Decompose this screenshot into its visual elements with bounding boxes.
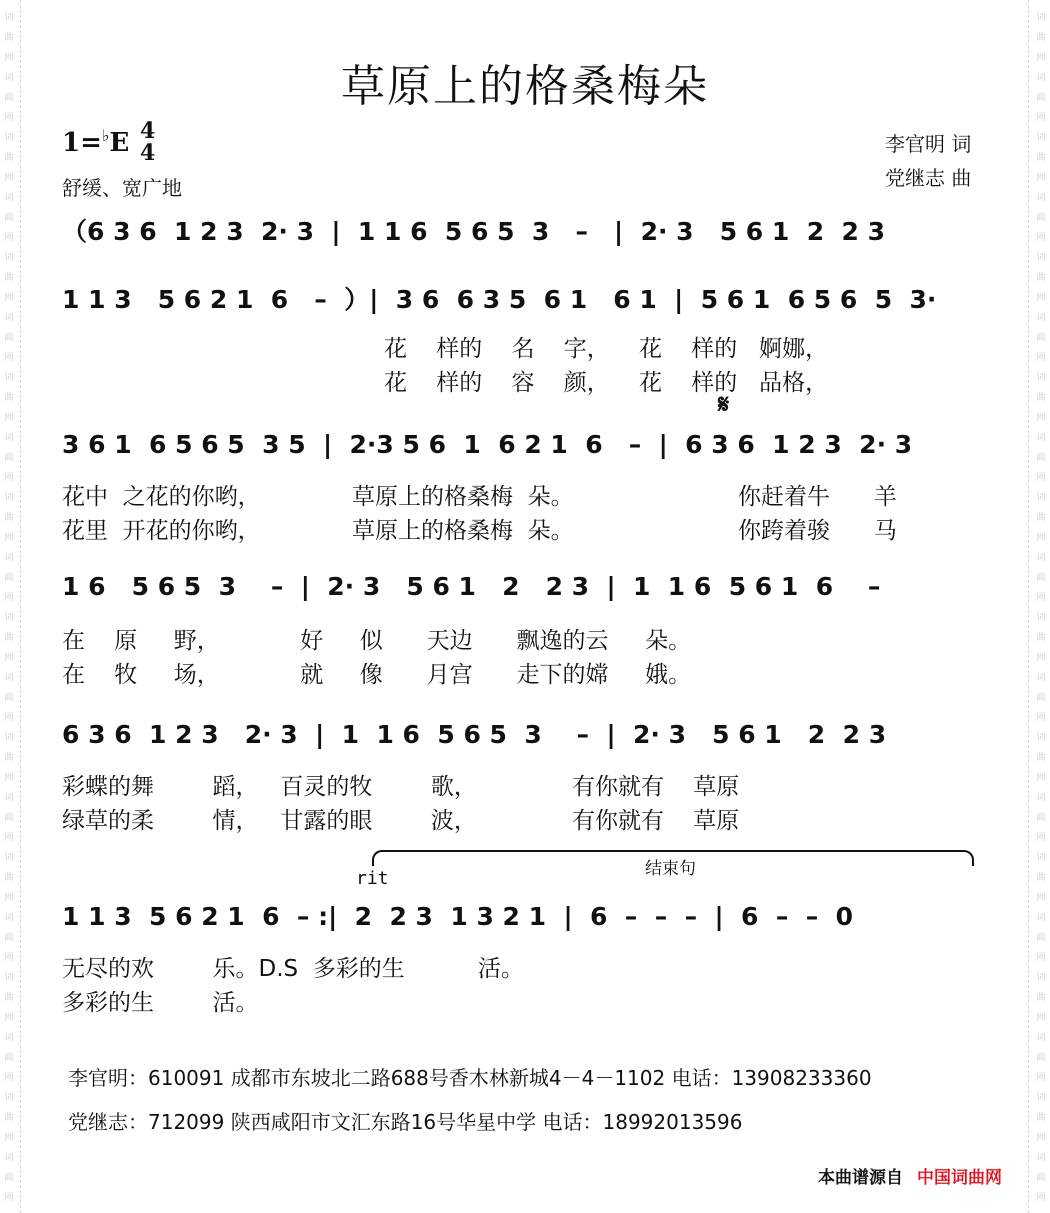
tempo-marking: 舒缓、宽广地 <box>62 176 182 200</box>
lyric-line-5-verse-2: 绿草的柔 情， 甘露的眼 波， 有你就有 草原 <box>62 808 740 834</box>
source-label: 本曲谱源自 <box>818 1168 903 1188</box>
source-credit <box>818 1163 1002 1188</box>
notation-line-3 <box>62 420 998 468</box>
lyric-line-3-verse-2-b: 草原上的格桑梅 朵。 <box>352 518 574 544</box>
segno-sign: 𝄋 <box>718 390 730 420</box>
lyric-line-6-verse-1: 无尽的欢 乐。D.S 多彩的生 活。 <box>62 956 524 982</box>
lyric-line-6-verse-2: 多彩的生 活。 <box>62 990 259 1016</box>
notation-text: 3 6 1 6 5 6 5 3 5 | 2·3 5 6 1 6 2 1 6 – | 6 3 6 1 2 3 2· 3 <box>62 429 913 459</box>
flat-symbol: ♭ <box>101 126 110 145</box>
notation-line-4 <box>62 562 998 610</box>
notation-line-5 <box>62 710 998 758</box>
lyricist-contact: 李官明：610091 成都市东坡北二路688号香木林新城4－4－1102 电话：13908233360 <box>68 1066 872 1090</box>
lyric-line-4-verse-2: 在 牧 场， 就 像 月宫 走下的嫦 娥。 <box>62 662 692 688</box>
notation-line-2 <box>62 274 998 322</box>
key-signature <box>62 126 129 158</box>
lyric-line-2-verse-1: 花 样的 名 字， 花 样的 婀娜， <box>384 336 829 362</box>
ritardando-marking: rit <box>356 868 389 889</box>
right-border-rule <box>1028 0 1029 1213</box>
notation-line-6 <box>62 892 998 940</box>
lyric-line-3-verse-1-c: 你赶着牛 羊 <box>738 484 897 510</box>
lyricist-credit: 李官明 词 <box>885 132 972 156</box>
source-site-link[interactable]: 中国词曲网 <box>917 1168 1002 1188</box>
composer-credit: 党继志 曲 <box>885 166 972 190</box>
meter-bottom: 4 <box>140 140 156 166</box>
lyric-line-4-verse-1: 在 原 野， 好 似 天边 飘逸的云 朵。 <box>62 628 692 654</box>
composer-contact: 党继志：712099 陕西咸阳市文汇东路16号华星中学 电话：18992013596 <box>68 1110 743 1134</box>
notation-text: 1 1 3 5 6 2 1 6 – ）| 3 6 6 3 5 6 1 6 1 | 5 6 1 6 5 6 5 3· <box>62 285 937 314</box>
lyric-line-5-verse-1: 彩蝶的舞 蹈， 百灵的牧 歌， 有你就有 草原 <box>62 774 740 800</box>
right-watermark: 词 曲 网 词 曲 网 词 曲 网 词 曲 网 词 曲 网 词 曲 网 词 曲 网 词 曲 网 词 曲 网 词 曲 网 词 曲 网 词 曲 网 词 曲 网 词 曲 网 词 曲 网 词 曲 网 词 曲 网 词 曲 网 词 曲 网 词 曲 网 <box>1036 13 1046 1203</box>
ending-phrase-label: 结束句 <box>645 859 696 879</box>
lyric-line-3-verse-2-a: 花里 开花的你哟， <box>62 518 261 544</box>
song-title: 草原上的格桑梅朵 <box>341 61 709 112</box>
notation-text: 1 6 5 6 5 3 – | 2· 3 5 6 1 2 2 3 | 1 1 6 5 6 1 6 – <box>62 571 881 601</box>
left-border-rule <box>20 0 21 1213</box>
notation-text: 1 1 3 5 6 2 1 6 – :| 2 2 3 1 3 2 1 | 6 – – – | 6 – – 0 <box>62 901 854 931</box>
lyric-line-3-verse-1-b: 草原上的格桑梅 朵。 <box>352 484 574 510</box>
key-letter: E <box>109 128 130 158</box>
key-tonic: 1= <box>62 128 102 158</box>
notation-line-1 <box>62 206 998 254</box>
notation-text: （6 3 6 1 2 3 2· 3 | 1 1 6 5 6 5 3 – | 2· 3 5 6 1 2 2 3 <box>62 217 885 246</box>
time-signature <box>140 120 155 164</box>
lyric-line-3-verse-1-a: 花中 之花的你哟， <box>62 484 261 510</box>
left-watermark: 词 曲 网 词 曲 网 词 曲 网 词 曲 网 词 曲 网 词 曲 网 词 曲 网 词 曲 网 词 曲 网 词 曲 网 词 曲 网 词 曲 网 词 曲 网 词 曲 网 词 曲 网 词 曲 网 词 曲 网 词 曲 网 词 曲 网 词 曲 网 <box>4 13 14 1203</box>
lyric-line-3-verse-2-c: 你跨着骏 马 <box>738 518 897 544</box>
notation-text: 6 3 6 1 2 3 2· 3 | 1 1 6 5 6 5 3 – | 2· 3 5 6 1 2 2 3 <box>62 719 887 749</box>
lyric-line-2-verse-2: 花 样的 容 颜， 花 样的 品格， <box>384 370 829 396</box>
meter-top: 4 <box>140 118 156 144</box>
